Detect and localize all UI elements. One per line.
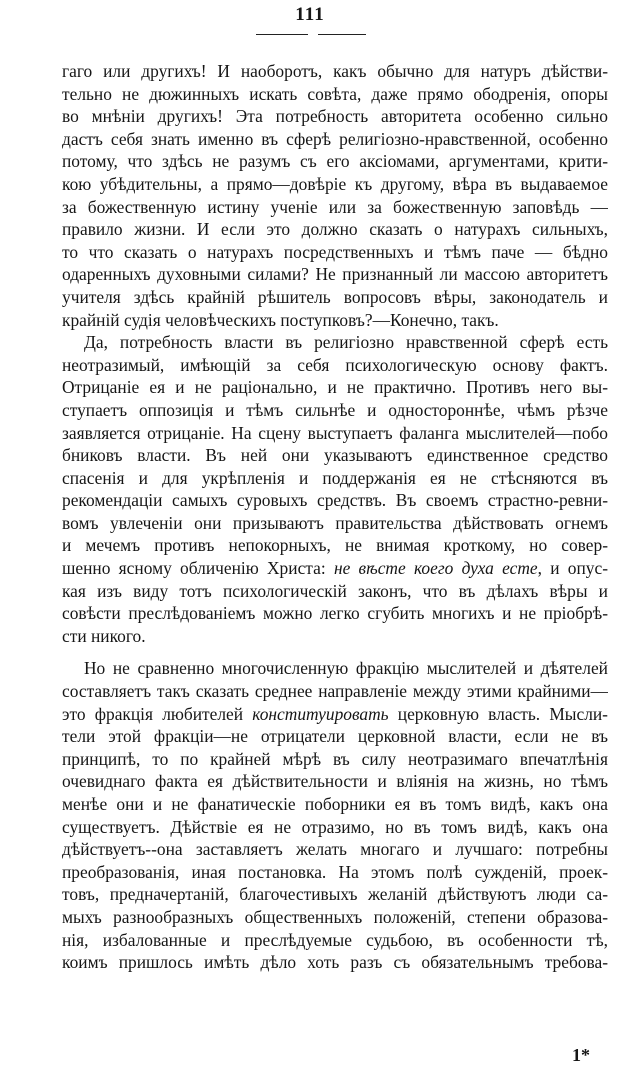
text-line: то что сказать о натурахъ посредственныхъ и тѣмъ паче — бѣдно	[62, 241, 608, 262]
text-line: гаго или другихъ! И наоборотъ, какъ обычно для натуръ дѣйстви-	[62, 61, 608, 81]
text-line: сти никого.	[62, 625, 146, 646]
text-line: существуетъ. Дѣйствіе ея не отразимо, но въ томъ видѣ, какъ она	[62, 816, 608, 837]
page-number: 111	[295, 4, 325, 25]
paragraph-gap	[62, 647, 608, 657]
text-line: кою убѣдительны, а прямо—довѣріе къ другому, вѣра въ выдаваемое	[62, 173, 608, 194]
text-line: бниковъ власти. Въ ней они указываютъ единственное средство	[62, 445, 608, 466]
text-segment: , и опус-	[537, 558, 608, 579]
text-line: принципѣ, то по крайней мѣрѣ въ силу неотразимаго впечатлѣнія	[62, 748, 608, 769]
text-line: крайній судія человѣческихъ поступковъ?—Конечно, такъ.	[62, 309, 499, 330]
text-line: очевиднаго факта ея дѣйствительности и вліянія на жизнь, но тѣмъ	[62, 771, 608, 792]
text-line: за божественную истину ученіе или за божественную заповѣдь —	[62, 196, 608, 217]
text-line: неотразимый, имѣющій за себя психологическую основу фактъ.	[62, 354, 608, 375]
text-line: спасенія и для укрѣпленія и поддержанія ея не стѣсняются въ	[62, 467, 608, 488]
paragraph-1	[62, 60, 608, 331]
text-line: товъ, предначертаній, благочестивыхъ желаній дѣйствуютъ люди са-	[62, 884, 608, 905]
text-segment: церковную власть. Мысли-	[397, 703, 608, 724]
text-line: совѣсти преслѣдованіемъ можно легко сгубить многихъ и не пріобрѣ-	[62, 603, 608, 624]
body-text	[62, 60, 608, 974]
text-line: одаренныхъ духовными силами? Не признанный ли массою авторитетъ	[62, 264, 608, 285]
text-line: заявляется отрицаніе. На сцену выступаетъ фаланга мыслителей—побо	[62, 422, 608, 443]
text-line: рекомендаціи самыхъ суровыхъ средствъ. Въ своемъ страстно-ревни-	[62, 490, 608, 511]
text-line: мыхъ разнообразныхъ общественныхъ положеній, степени образова-	[62, 906, 608, 927]
text-line: правило жизни. И если это должно сказать о натурахъ сильныхъ,	[62, 219, 608, 240]
folio-rule-left	[256, 34, 308, 35]
text-line: Да, потребность власти въ религіозно нравственной сферѣ есть	[84, 332, 608, 353]
text-line: Но не сравненно многочисленную фракцію мыслителей и дѣятелей	[84, 658, 608, 679]
text-line: дастъ себя знать именно въ сферѣ религіозно-нравственной, особенно	[62, 128, 608, 149]
text-line: вомъ увлеченіи они призываютъ правительства дѣйствовать огнемъ	[62, 512, 608, 533]
signature-mark: 1*	[572, 1045, 590, 1065]
text-line: коимъ пришлось имѣть дѣло хоть разъ съ обязательнымъ требова-	[62, 952, 608, 973]
text-line: дѣйствуетъ--она заставляетъ желать многаго и лучшаго: потребны	[62, 839, 608, 860]
text-segment: шенно ясному обличенію Христа:	[62, 558, 326, 579]
text-line: менѣе они и не фанатическіе поборники ея въ томъ видѣ, какъ она	[62, 794, 608, 814]
text-line: тели этой фракціи—не отрицатели церковной власти, если не въ	[62, 726, 608, 747]
paragraph-3	[62, 657, 608, 973]
text-line: нія, избалованные и преслѣдуемые судьбою, въ особенности тѣ,	[62, 929, 608, 950]
text-line: кая изъ виду тотъ психологическій законъ, что въ дѣлахъ вѣры и	[62, 580, 608, 601]
text-line-mixed	[62, 703, 608, 726]
text-line-mixed	[62, 557, 608, 580]
text-line: и мечемъ противъ непокорныхъ, не внимая кроткому, но совер-	[62, 535, 608, 556]
text-line: во мнѣніи другихъ! Эта потребность авторитета особенно сильно	[62, 106, 608, 127]
text-line: преобразованія, иная постановка. На этомъ полѣ сужденій, проек-	[62, 861, 608, 882]
italic-quote: не вѣсте коего духа есте	[333, 558, 538, 579]
text-line: тельно не дюжинныхъ искать совѣта, даже прямо ободренія, опоры	[62, 83, 608, 104]
italic-term: конституировать	[252, 703, 389, 724]
paragraph-2	[62, 331, 608, 647]
text-segment: это фракція любителей	[62, 703, 244, 724]
text-line: составляетъ такъ сказать среднее направленіе между этими крайними—	[62, 681, 608, 702]
text-line: учителя здѣсь крайній рѣшитель вопросовъ вѣры, законодатель и	[62, 286, 608, 307]
folio-rule-right	[318, 34, 366, 35]
text-line: потому, что здѣсь не разумъ съ его аксіомами, аргументами, крити-	[62, 151, 608, 172]
text-line: ступаетъ оппозиція и тѣмъ сильнѣе и одностороннѣе, чѣмъ рѣзче	[62, 399, 608, 420]
text-line: Отрицаніе ея и не раціонально, и не практично. Противъ него вы-	[62, 377, 608, 398]
